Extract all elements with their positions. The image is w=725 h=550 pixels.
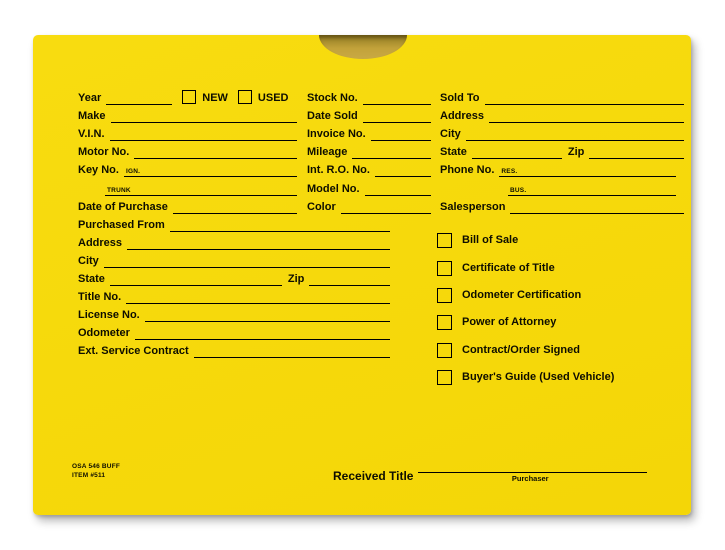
certificate-of-title-row (437, 254, 614, 281)
thumb-notch (319, 35, 407, 59)
seller-address-label: Address (78, 236, 123, 249)
purchased-from-label: Purchased From (78, 218, 165, 231)
ext-service-contract-line[interactable] (194, 344, 390, 358)
sold-to-label: Sold To (440, 92, 480, 105)
invoice-no-row (307, 123, 431, 141)
key-ign-line[interactable] (124, 163, 297, 177)
product-code-line2: ITEM #511 (72, 472, 106, 479)
date-of-purchase-line[interactable] (173, 200, 297, 214)
invoice-no-label: Invoice No. (307, 128, 366, 141)
seller-zip-label: Zip (287, 273, 305, 286)
buyer-address-line[interactable] (489, 109, 684, 123)
seller-city-row (78, 250, 390, 268)
deal-jacket-envelope (33, 35, 691, 515)
received-title-signature-area (413, 459, 647, 483)
int-ro-no-line[interactable] (375, 163, 431, 177)
power-of-attorney-label: Power of Attorney (462, 316, 557, 329)
license-no-label: License No. (78, 309, 140, 322)
color-row (307, 196, 431, 214)
key-trunk-line[interactable] (105, 182, 297, 196)
buyers-guide-checkbox[interactable] (437, 370, 452, 385)
bus-label: BUS. (510, 186, 527, 194)
contract-order-signed-row (437, 337, 614, 364)
new-label: NEW (202, 92, 228, 105)
seller-state-zip-row (78, 268, 390, 286)
title-no-label: Title No. (78, 291, 122, 304)
year-line[interactable] (106, 91, 172, 105)
motor-no-label: Motor No. (78, 146, 130, 159)
seller-city-label: City (78, 254, 99, 267)
buyers-guide-label: Buyer's Guide (Used Vehicle) (462, 371, 615, 384)
odometer-label: Odometer (78, 327, 130, 340)
purchased-from-line[interactable] (170, 218, 390, 232)
buyer-zip-label: Zip (567, 146, 585, 159)
odometer-certification-checkbox[interactable] (437, 288, 452, 303)
mileage-label: Mileage (307, 146, 348, 159)
power-of-attorney-row (437, 309, 614, 336)
buyer-address-row (440, 105, 684, 123)
date-sold-label: Date Sold (307, 110, 358, 123)
seller-state-label: State (78, 273, 105, 286)
sold-to-row (440, 87, 684, 105)
contract-order-signed-label: Contract/Order Signed (462, 343, 580, 356)
bill-of-sale-checkbox[interactable] (437, 233, 452, 248)
color-line[interactable] (341, 200, 431, 214)
salesperson-label: Salesperson (440, 200, 506, 213)
odometer-certification-label: Odometer Certification (462, 288, 582, 301)
buyer-address-label: Address (440, 110, 485, 123)
document-checklist (437, 227, 614, 391)
received-title-row (333, 459, 647, 483)
title-no-line[interactable] (126, 290, 390, 304)
model-no-label: Model No. (307, 182, 360, 195)
stock-no-row (307, 87, 431, 105)
buyer-state-label: State (440, 146, 467, 159)
int-ro-no-label: Int. R.O. No. (307, 164, 370, 177)
res-label: RES. (501, 168, 518, 176)
phone-bus-line[interactable] (508, 182, 676, 196)
purchased-from-row (78, 214, 390, 232)
motor-no-line[interactable] (134, 145, 297, 159)
date-of-purchase-label: Date of Purchase (78, 200, 168, 213)
stock-no-line[interactable] (363, 91, 431, 105)
make-line[interactable] (111, 109, 297, 123)
seller-city-line[interactable] (104, 254, 390, 268)
salesperson-row (440, 196, 684, 214)
phone-no-label: Phone No. (440, 164, 495, 177)
ext-service-contract-label: Ext. Service Contract (78, 345, 189, 358)
purchaser-label: Purchaser (511, 474, 549, 483)
seller-state-line[interactable] (110, 272, 282, 286)
buyer-city-line[interactable] (466, 127, 684, 141)
buyer-state-line[interactable] (472, 145, 562, 159)
sold-to-line[interactable] (485, 91, 684, 105)
used-checkbox[interactable] (238, 90, 252, 104)
vin-line[interactable] (110, 127, 298, 141)
new-checkbox[interactable] (182, 90, 196, 104)
power-of-attorney-checkbox[interactable] (437, 315, 452, 330)
phone-bus-row (440, 177, 684, 195)
ext-service-contract-row (78, 340, 390, 358)
phone-res-row (440, 159, 684, 177)
vin-label: V.I.N. (78, 128, 105, 141)
salesperson-line[interactable] (510, 200, 684, 214)
model-no-row (307, 177, 431, 195)
buyer-city-label: City (440, 128, 461, 141)
color-label: Color (307, 200, 336, 213)
seller-address-row (78, 232, 390, 250)
seller-zip-line[interactable] (309, 272, 390, 286)
license-no-line[interactable] (145, 308, 390, 322)
used-label: USED (257, 92, 289, 105)
bill-of-sale-row (437, 227, 614, 254)
odometer-line[interactable] (135, 326, 390, 340)
invoice-no-line[interactable] (371, 127, 431, 141)
make-label: Make (78, 110, 106, 123)
received-title-line[interactable] (418, 459, 647, 473)
certificate-of-title-checkbox[interactable] (437, 261, 452, 276)
buyer-info-column (440, 87, 684, 214)
received-title-label: Received Title (333, 469, 414, 483)
product-code-line1: OSA 546 BUFF (72, 463, 121, 470)
int-ro-no-row (307, 159, 431, 177)
license-no-row (78, 304, 390, 322)
odometer-certification-row (437, 282, 614, 309)
year-label: Year (78, 92, 102, 105)
certificate-of-title-label: Certificate of Title (462, 261, 555, 274)
mileage-row (307, 141, 431, 159)
odometer-row (78, 322, 390, 340)
buyer-city-row (440, 123, 684, 141)
buyer-zip-line[interactable] (589, 145, 684, 159)
phone-res-line[interactable] (499, 163, 676, 177)
title-no-row (78, 286, 390, 304)
sale-info-column (307, 87, 431, 214)
date-sold-line[interactable] (363, 109, 431, 123)
stock-no-label: Stock No. (307, 92, 358, 105)
product-code (72, 462, 120, 480)
buyers-guide-row (437, 364, 614, 391)
bill-of-sale-label: Bill of Sale (462, 234, 519, 247)
key-no-label: Key No. (78, 164, 119, 177)
seller-address-line[interactable] (127, 236, 390, 250)
model-no-line[interactable] (365, 182, 431, 196)
ign-label: IGN. (125, 168, 141, 176)
date-sold-row (307, 105, 431, 123)
trunk-label: TRUNK (107, 186, 131, 194)
contract-order-signed-checkbox[interactable] (437, 343, 452, 358)
mileage-line[interactable] (352, 145, 431, 159)
buyer-state-zip-row (440, 141, 684, 159)
